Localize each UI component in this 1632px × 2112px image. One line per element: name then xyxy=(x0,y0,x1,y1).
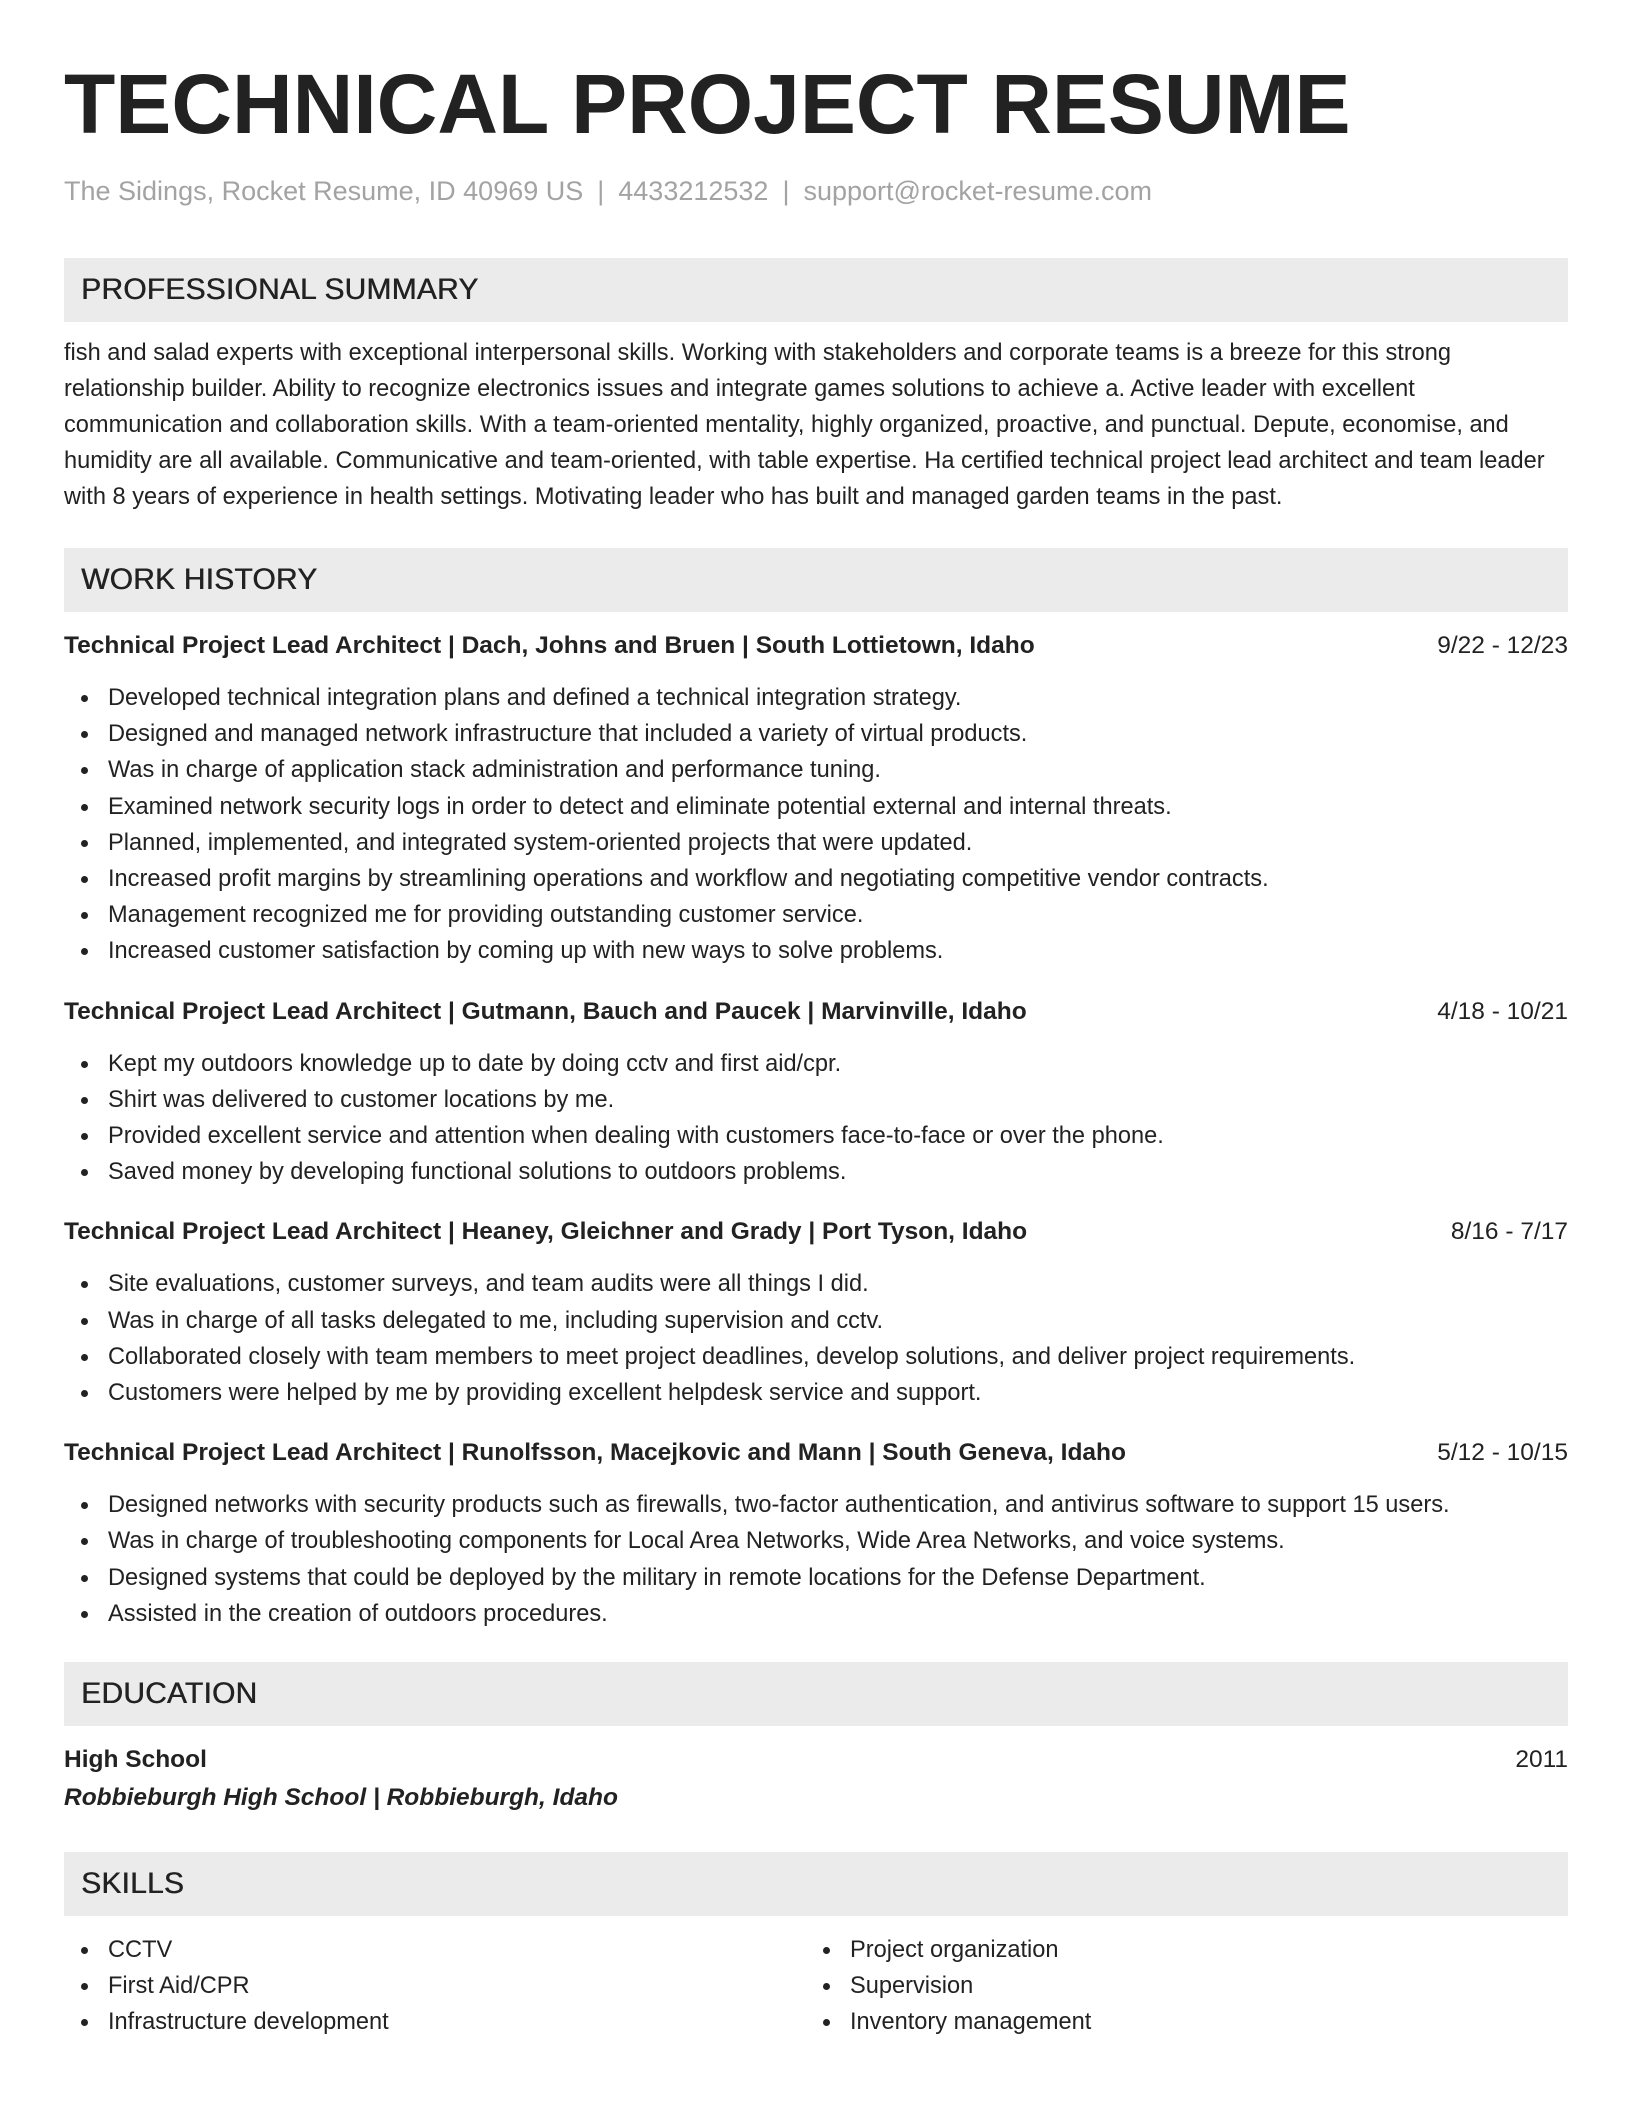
list-item: Developed technical integration plans and defined a technical integration strategy. xyxy=(64,680,1568,716)
skills-list xyxy=(806,1932,1548,2041)
skills-grid xyxy=(64,1932,1568,2041)
contact-separator: | xyxy=(782,176,790,206)
list-item: Was in charge of all tasks delegated to me, including supervision and cctv. xyxy=(64,1303,1568,1339)
list-item: Customers were helped by me by providing excellent helpdesk service and support. xyxy=(64,1375,1568,1411)
job-title: Technical Project Lead Architect | Dach, Johns and Bruen | South Lottietown, Idaho xyxy=(64,632,1035,659)
list-item: Increased profit margins by streamlining operations and workflow and negotiating competitive vendor contracts. xyxy=(64,861,1568,897)
skills-list xyxy=(64,1932,806,2041)
list-item: Site evaluations, customer surveys, and team audits were all things I did. xyxy=(64,1266,1568,1302)
section-heading-skills: SKILLS xyxy=(64,1852,1568,1916)
list-item: Inventory management xyxy=(806,2004,1548,2040)
contact-line xyxy=(64,174,1568,208)
contact-email: support@rocket-resume.com xyxy=(803,176,1152,206)
job-bullets xyxy=(64,1046,1568,1191)
list-item: Designed networks with security products such as firewalls, two-factor authentication, and antivirus software to support 15 users. xyxy=(64,1487,1568,1523)
list-item: Shirt was delivered to customer locations by me. xyxy=(64,1082,1568,1118)
job-bullets xyxy=(64,680,1568,970)
list-item: Assisted in the creation of outdoors procedures. xyxy=(64,1596,1568,1632)
list-item: Was in charge of application stack administration and performance tuning. xyxy=(64,752,1568,788)
list-item: Increased customer satisfaction by coming up with new ways to solve problems. xyxy=(64,933,1568,969)
contact-address: The Sidings, Rocket Resume, ID 40969 US xyxy=(64,176,584,206)
job-bullets xyxy=(64,1487,1568,1632)
list-item: CCTV xyxy=(64,1932,806,1968)
contact-separator: | xyxy=(597,176,605,206)
list-item: Management recognized me for providing outstanding customer service. xyxy=(64,897,1568,933)
section-heading-education: EDUCATION xyxy=(64,1662,1568,1726)
list-item: Saved money by developing functional solutions to outdoors problems. xyxy=(64,1154,1568,1190)
list-item: Collaborated closely with team members to meet project deadlines, develop solutions, and deliver project requirements. xyxy=(64,1339,1568,1375)
list-item: Planned, implemented, and integrated system-oriented projects that were updated. xyxy=(64,825,1568,861)
list-item: Designed systems that could be deployed by the military in remote locations for the Defense Department. xyxy=(64,1560,1568,1596)
education-degree: High School xyxy=(64,1746,207,1774)
skills-column-left xyxy=(64,1932,806,2041)
education-school: Robbieburgh High School | Robbieburgh, Idaho xyxy=(64,1784,618,1812)
job-header xyxy=(64,1214,1568,1250)
job-title: Technical Project Lead Architect | Heaney, Gleichner and Grady | Port Tyson, Idaho xyxy=(64,1218,1028,1246)
job-entry xyxy=(64,994,1568,1191)
job-header xyxy=(64,994,1568,1030)
job-dates: 8/16 - 7/17 xyxy=(1450,1218,1568,1246)
job-title: Technical Project Lead Architect | Runolfsson, Macejkovic and Mann | South Geneva, Idaho xyxy=(64,1439,1126,1467)
job-dates: 9/22 - 12/23 xyxy=(1437,632,1568,659)
list-item: Infrastructure development xyxy=(64,2004,806,2040)
job-header xyxy=(64,628,1568,664)
job-header xyxy=(64,1435,1568,1471)
job-entry xyxy=(64,1214,1568,1411)
job-title: Technical Project Lead Architect | Gutmann, Bauch and Paucek | Marvinville, Idaho xyxy=(64,997,1027,1025)
job-entry xyxy=(64,1435,1568,1632)
list-item: Supervision xyxy=(806,1968,1548,2004)
list-item: Was in charge of troubleshooting components for Local Area Networks, Wide Area Networks, and voice systems. xyxy=(64,1523,1568,1559)
skills-column-right xyxy=(806,1932,1548,2041)
job-bullets xyxy=(64,1266,1568,1411)
list-item: Kept my outdoors knowledge up to date by doing cctv and first aid/cpr. xyxy=(64,1046,1568,1082)
list-item: Designed and managed network infrastructure that included a variety of virtual products. xyxy=(64,716,1568,752)
list-item: Examined network security logs in order to detect and eliminate potential external and internal threats. xyxy=(64,789,1568,825)
job-entry xyxy=(64,628,1568,970)
job-dates: 4/18 - 10/21 xyxy=(1437,997,1568,1025)
list-item: Provided excellent service and attention when dealing with customers face-to-face or over the phone. xyxy=(64,1118,1568,1154)
contact-phone: 4433212532 xyxy=(618,176,769,206)
job-dates: 5/12 - 10/15 xyxy=(1437,1439,1568,1467)
list-item: First Aid/CPR xyxy=(64,1968,806,2004)
education-year: 2011 xyxy=(1515,1746,1568,1774)
section-heading-work-history: WORK HISTORY xyxy=(64,548,1568,612)
list-item: Project organization xyxy=(806,1932,1548,1968)
section-heading-summary: PROFESSIONAL SUMMARY xyxy=(64,258,1568,322)
education-header xyxy=(64,1742,1568,1778)
resume-title: TECHNICAL PROJECT RESUME xyxy=(64,57,1351,151)
summary-text: fish and salad experts with exceptional interpersonal skills. Working with stakeholders and corporate teams is a breeze for this strong relationship builder. Ability to recognize electronics issues and integrate games solutions to achieve a. Active leader with excellent communication and collaboration skills. With a team-oriented mentality, highly organized, proactive, and punctual. Depute, economise, and humidity are all available. Communicative and team-oriented, with table expertise. Ha certified technical project lead architect and team leader with 8 years of experience in health settings. Motivating leader who has built and managed garden teams in the past. xyxy=(64,340,1545,510)
